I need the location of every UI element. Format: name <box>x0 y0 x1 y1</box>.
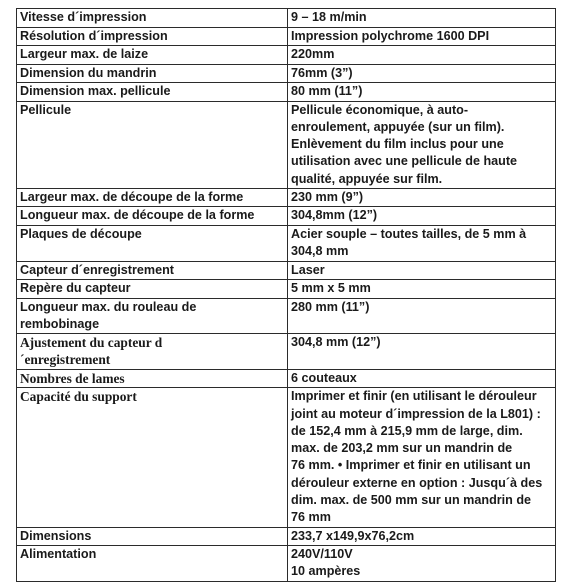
table-row <box>17 64 556 83</box>
spec-value: 304,8 mm (12”) <box>288 334 556 370</box>
table-row <box>17 261 556 280</box>
spec-value: 80 mm (11”) <box>288 83 556 102</box>
spec-value: 9 – 18 m/min <box>288 9 556 28</box>
table-row <box>17 334 556 370</box>
table-row <box>17 280 556 299</box>
spec-value: Impression polychrome 1600 DPI <box>288 27 556 46</box>
spec-value: Pellicule économique, à auto- enroulement, appuyée (sur un film). Enlèvement du film inclus pour une utilisation avec une pellicule de haute qualité, appuyée sur film. <box>288 101 556 188</box>
spec-value: 304,8mm (12”) <box>288 207 556 226</box>
spec-value: 240V/110V 10 ampères <box>288 546 556 582</box>
spec-label: Longueur max. de découpe de la forme <box>17 207 288 226</box>
table-row <box>17 369 556 388</box>
spec-label: Largeur max. de découpe de la forme <box>17 188 288 207</box>
spec-label: Capteur d´enregistrement <box>17 261 288 280</box>
spec-value: 280 mm (11”) <box>288 298 556 334</box>
spec-value: 233,7 x149,9x76,2cm <box>288 527 556 546</box>
table-row <box>17 27 556 46</box>
spec-label: Largeur max. de laize <box>17 46 288 65</box>
table-row <box>17 83 556 102</box>
spec-value: Acier souple – toutes tailles, de 5 mm à 304,8 mm <box>288 225 556 261</box>
spec-value: 5 mm x 5 mm <box>288 280 556 299</box>
spec-label: Résolution d´impression <box>17 27 288 46</box>
spec-value: 230 mm (9”) <box>288 188 556 207</box>
table-row <box>17 46 556 65</box>
spec-label: Plaques de découpe <box>17 225 288 261</box>
spec-value: Imprimer et finir (en utilisant le dérouleur joint au moteur d´impression de la L801) : de 152,4 mm à 215,9 mm de large, dim. max. de 203,2 mm sur un mandrin de 76 mm. • Imprimer et finir en utilisant un dérouleur externe en option : Jusqu´à des dim. max. de 500 mm sur un mandrin de 76 mm <box>288 388 556 527</box>
spec-value: Laser <box>288 261 556 280</box>
spec-value: 220mm <box>288 46 556 65</box>
spec-label: Vitesse d´impression <box>17 9 288 28</box>
spec-label: Capacité du support <box>17 388 288 527</box>
spec-label: Longueur max. du rouleau de rembobinage <box>17 298 288 334</box>
table-row <box>17 207 556 226</box>
spec-table <box>16 8 556 582</box>
spec-value: 76mm (3”) <box>288 64 556 83</box>
spec-label: Dimension du mandrin <box>17 64 288 83</box>
table-row <box>17 188 556 207</box>
spec-label: Ajustement du capteur d ´enregistrement <box>17 334 288 370</box>
spec-label: Nombres de lames <box>17 369 288 388</box>
spec-label: Dimension max. pellicule <box>17 83 288 102</box>
spec-label: Dimensions <box>17 527 288 546</box>
table-row <box>17 101 556 188</box>
spec-value: 6 couteaux <box>288 369 556 388</box>
table-row <box>17 9 556 28</box>
spec-label: Alimentation <box>17 546 288 582</box>
table-row <box>17 225 556 261</box>
table-row <box>17 546 556 582</box>
table-row <box>17 388 556 527</box>
spec-label: Pellicule <box>17 101 288 188</box>
spec-label: Repère du capteur <box>17 280 288 299</box>
table-row <box>17 527 556 546</box>
table-row <box>17 298 556 334</box>
